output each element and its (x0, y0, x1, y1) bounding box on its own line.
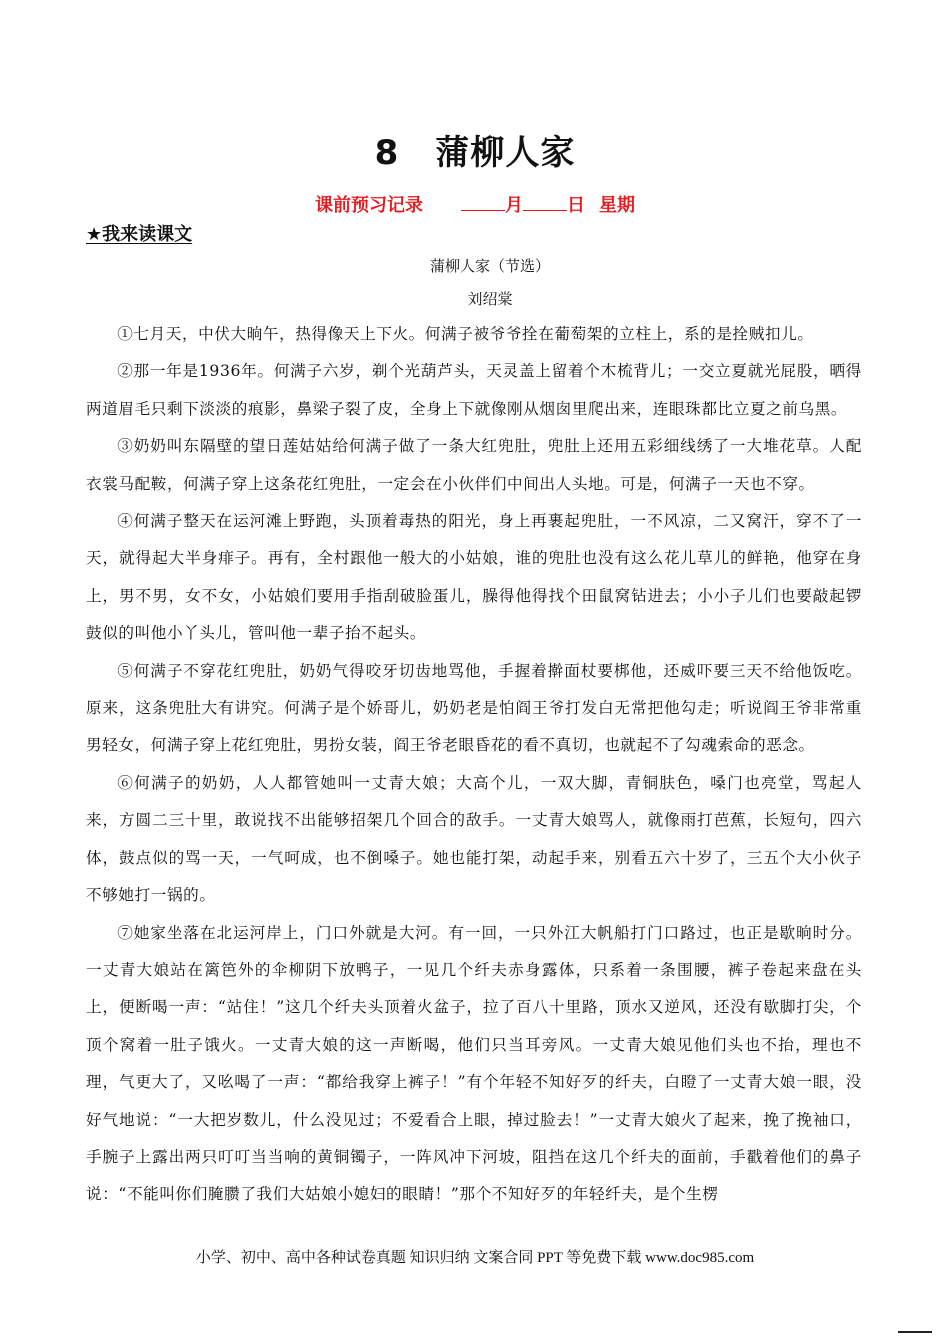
article-author: 刘绍棠 (467, 290, 513, 308)
paragraph-6: ⑥何满子的奶奶，人人都管她叫一丈青大娘；大高个儿，一双大脚，青铜肤色，嗓门也亮堂，骂起人来，方圆二三十里，敢说找不出能够招架几个回合的敌手。一丈青大娘骂人，就像雨打芭蕉，长短句，四六体，鼓点似的骂一天，一气呵成，也不倒嗓子。她也能打架，动起手来，别看五六十岁了，三五个大小伙子不够她打一锅的。 (86, 773, 862, 905)
paragraph-3: ③奶奶叫东隔壁的望日莲姑姑给何满子做了一条大红兜肚，兜肚上还用五彩细线绣了一大堆花草。人配衣裳马配鞍，何满子穿上这条花红兜肚，一定会在小伙伴们中间出人头地。可是，何满子一天也不穿。 (86, 437, 862, 493)
page-edge-mark (898, 1331, 932, 1333)
lesson-title-text: 蒲柳人家 (435, 133, 576, 173)
day-label: 日 (567, 195, 585, 216)
month-label: 月 (505, 195, 523, 216)
paragraph-1: ①七月天，中伏大晌午，热得像天上下火。何满子被爷爷拴在葡萄架的立柱上，系的是拴贼扣儿。 (117, 325, 814, 343)
article-title: 蒲柳人家（节选） (429, 257, 550, 275)
weekday-label: 星期 (599, 195, 635, 216)
section-heading: ★我来读课文 (86, 224, 193, 245)
day-blank[interactable] (523, 194, 567, 211)
paragraph-5: ⑤何满子不穿花红兜肚，奶奶气得咬牙切齿地骂他，手握着擀面杖要梆他，还威吓要三天不给他饭吃。原来，这条兜肚大有讲究。何满子是个娇哥儿，奶奶老是怕阎王爷打发白无常把他勾走；听说阎王爷非常重男轻女，何满子穿上花红兜肚，男扮女装，阎王爷老眼昏花的看不真切，也就起不了勾魂索命的恶念。 (86, 661, 862, 755)
preview-record-line (0, 191, 950, 217)
paragraph-7: ⑦她家坐落在北运河岸上，门口外就是大河。有一回，一只外江大帆船打门口路过，也正是歇晌时分。一丈青大娘站在篱笆外的伞柳阴下放鸭子，一见几个纤夫赤身露体，只系着一条围腰，裤子卷起来盘在头上，便断喝一声：“站住！”这几个纤夫头顶着火盆子，拉了百八十里路，顶水又逆风，还没有歇脚打尖，个顶个窝着一肚子饿火。一丈青大娘的这一声断喝，他们只当耳旁风。一丈青大娘见他们头也不抬，理也不理，气更大了，又吆喝了一声：“都给我穿上裤子！”有个年轻不知好歹的纤夫，白瞪了一丈青大娘一眼，没好气地说：“一大把岁数儿，什么没见过；不爱看合上眼，掉过脸去！”一丈青大娘火了起来，挽了挽袖口，手腕子上露出两只叮叮当当响的黄铜镯子，一阵风冲下河坡，阻挡在这几个纤夫的面前，手戳着他们的鼻子说：“不能叫你们腌臜了我们大姑娘小媳妇的眼睛！”那个不知好歹的年轻纤夫，是个生楞 (86, 923, 862, 1204)
lesson-number: 8 (374, 133, 400, 173)
paragraph-4: ④何满子整天在运河滩上野跑，头顶着毒热的阳光，身上再裹起兜肚，一不风凉，二又窝汗，穿不了一天，就得起大半身痱子。再有，全村跟他一般大的小姑娘，谁的兜肚也没有这么花儿草儿的鲜艳，他穿在身上，男不男，女不女，小姑娘们要用手指刮破脸蛋儿，臊得他得找个田鼠窝钻进去；小小子儿们也要敲起锣鼓似的叫他小丫头儿，管叫他一辈子抬不起头。 (86, 512, 862, 643)
paragraph-2: ②那一年是1936年。何满子六岁，剃个光葫芦头，天灵盖上留着个木梳背儿；一交立夏就光屁股，晒得两道眉毛只剩下淡淡的痕影，鼻梁子裂了皮，全身上下就像刚从烟囱里爬出来，连眼珠都比立夏之前乌黑。 (86, 362, 862, 418)
month-blank[interactable] (461, 194, 505, 211)
footer-note: 小学、初中、高中各种试卷真题 知识归纳 文案合同 PPT 等免费下载 www.doc985.com (195, 1250, 755, 1266)
preview-record-label: 课前预习记录 (315, 195, 423, 216)
article-body (86, 316, 862, 1214)
lesson-title (0, 125, 950, 174)
